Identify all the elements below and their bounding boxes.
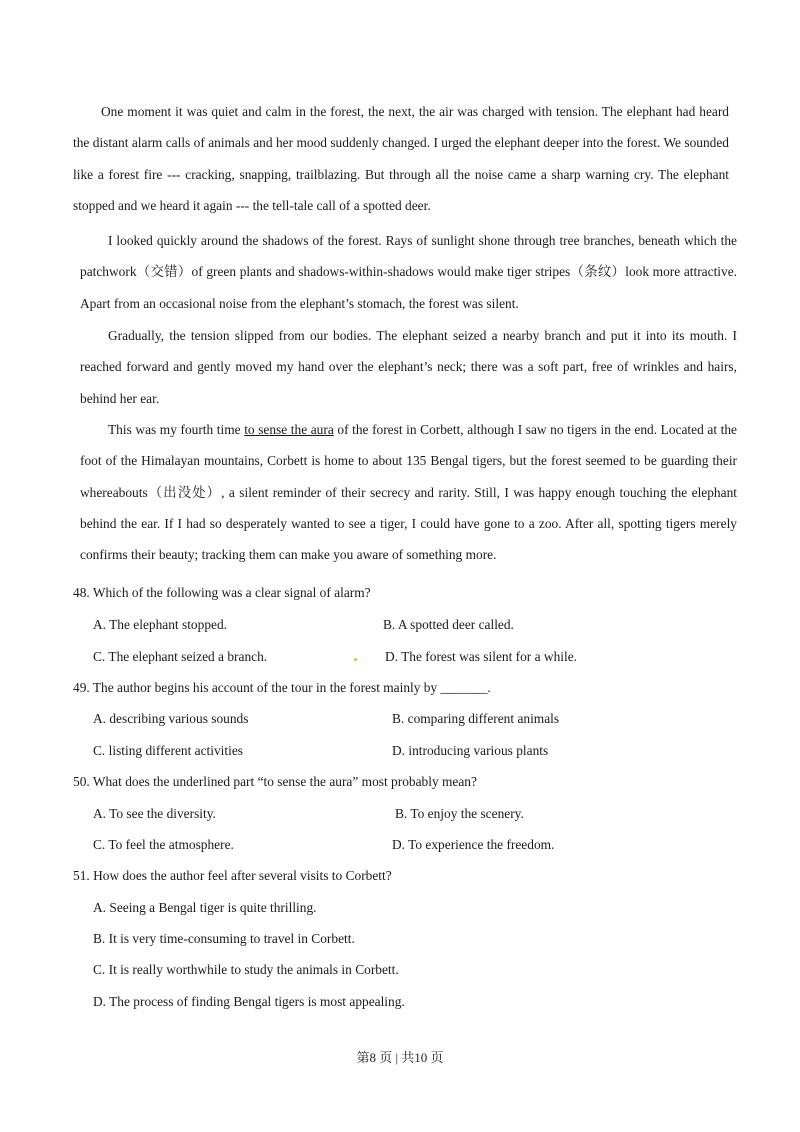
passage-paragraph-4 (80, 414, 737, 570)
paragraph-text: This was my fourth time (108, 422, 245, 437)
question-50-option-d[interactable]: D. To experience the freedom. (392, 837, 555, 852)
question-50-option-c[interactable]: C. To feel the atmosphere. (93, 837, 234, 852)
passage-paragraph-2: I looked quickly around the shadows of the forest. Rays of sunlight shone through tree branches, beneath which the patchwork（交错）of green plants and shadows-within-shadows would make tiger stripes（条纹）look more attractive. Apart from an occasional noise from the elephant’s stomach, the forest was silent. (80, 233, 737, 311)
question-50-option-a[interactable]: A. To see the diversity. (93, 806, 216, 821)
question-51: 51. How does the author feel after several visits to Corbett? (73, 868, 392, 883)
underlined-phrase: to sense the aura (244, 422, 334, 437)
question-49-option-d[interactable]: D. introducing various plants (392, 743, 549, 758)
scan-speck (354, 658, 357, 661)
question-48-option-d[interactable]: D. The forest was silent for a while. (385, 649, 578, 664)
passage-paragraph-1: One moment it was quiet and calm in the forest, the next, the air was charged with tension. The elephant had heard the distant alarm calls of animals and her mood suddenly changed. I urged the elephant deeper into the forest. We sounded like a forest fire --- cracking, snapping, trailblazing. But through all the noise came a sharp warning cry. The elephant stopped and we heard it again --- the tell-tale call of a spotted deer. (73, 104, 729, 213)
question-48: 48. Which of the following was a clear signal of alarm? (73, 585, 371, 600)
question-49-option-b[interactable]: B. comparing different animals (392, 711, 560, 726)
passage-paragraph-3: Gradually, the tension slipped from our bodies. The elephant seized a nearby branch and put it into its mouth. I reached forward and gently moved my hand over the elephant’s neck; there was a soft part, free of wrinkles and hairs, behind her ear. (80, 328, 737, 406)
question-48-option-a[interactable]: A. The elephant stopped. (93, 617, 227, 632)
question-51-option-d[interactable]: D. The process of finding Bengal tigers is most appealing. (93, 994, 405, 1009)
question-48-option-b[interactable]: B. A spotted deer called. (383, 617, 514, 632)
question-49: 49. The author begins his account of the tour in the forest mainly by _______. (73, 680, 491, 695)
question-50-option-b[interactable]: B. To enjoy the scenery. (395, 806, 524, 821)
question-49-option-a[interactable]: A. describing various sounds (93, 711, 249, 726)
paragraph-text: of the forest in Corbett, although I saw no tigers in the end. Located at the foot of the Himalayan mountains, Corbett is home to about 135 Bengal tigers, but the forest seemed to be guarding their whereabouts（出没处）, a silent reminder of their secrecy and rarity. Still, I was happy enough touching the elephant behind the ear. If I had so desperately wanted to see a tiger, I could have gone to a zoo. After all, spotting tigers merely confirms their beauty; tracking them can make you aware of something more. (80, 422, 737, 563)
question-51-option-a[interactable]: A. Seeing a Bengal tiger is quite thrilling. (93, 900, 317, 915)
question-48-option-c[interactable]: C. The elephant seized a branch. (93, 649, 268, 664)
question-49-option-c[interactable]: C. listing different activities (93, 743, 243, 758)
page-footer: 第8 页 | 共10 页 (356, 1050, 444, 1065)
question-51-option-c[interactable]: C. It is really worthwhile to study the animals in Corbett. (93, 962, 399, 977)
question-50: 50. What does the underlined part “to sense the aura” most probably mean? (73, 774, 477, 789)
question-51-option-b[interactable]: B. It is very time-consuming to travel in Corbett. (93, 931, 355, 946)
